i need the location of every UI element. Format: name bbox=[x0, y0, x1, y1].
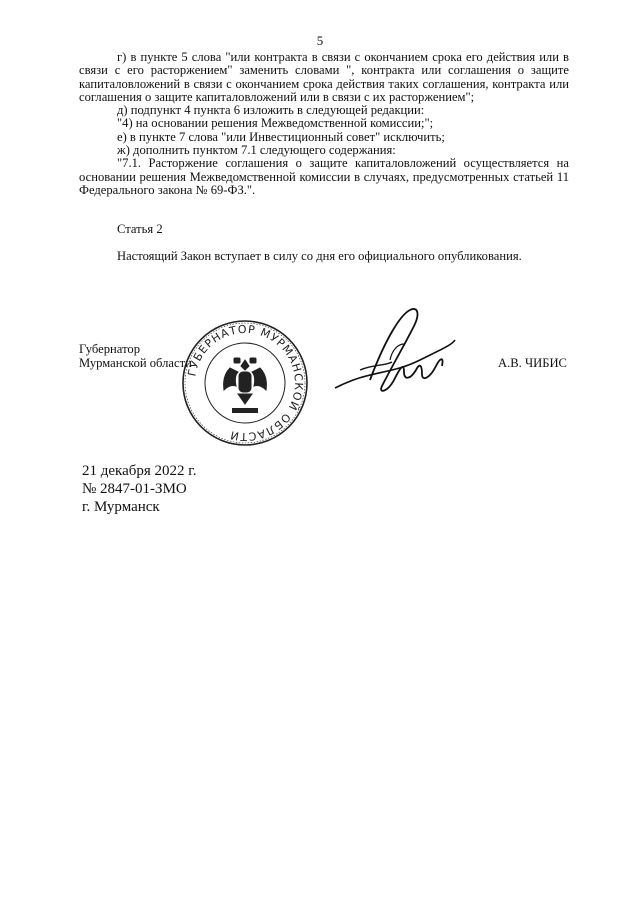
position-line-2: Мурманской области bbox=[79, 356, 192, 370]
official-seal-icon bbox=[180, 318, 310, 448]
paragraph-zh: ж) дополнить пунктом 7.1 следующего содержания: bbox=[117, 143, 396, 158]
paragraph-e: е) в пункте 7 слова "или Инвестиционный совет" исключить; bbox=[117, 129, 445, 144]
document-meta bbox=[82, 462, 197, 516]
article-text: Настоящий Закон вступает в силу со дня его официального опубликования. bbox=[117, 248, 522, 263]
signatory-position bbox=[79, 342, 192, 370]
svg-text:ГУБЕРНАТОР МУРМАНСКОЙ ОБЛАСТИ: ГУБЕРНАТОР МУРМАНСКОЙ ОБЛАСТИ bbox=[185, 322, 306, 444]
page-number: 5 bbox=[316, 33, 324, 48]
position-line-1: Губернатор bbox=[79, 342, 140, 356]
paragraph-d: д) подпункт 4 пункта 6 изложить в следующей редакции: bbox=[117, 103, 425, 118]
paragraph-zh-text: "7.1. Расторжение соглашения о защите капиталовложений осуществляется на основании решения Межведомственной комиссии в случаях, предусмотренных статьей 11 Федерального закона № 69-ФЗ.". bbox=[79, 156, 569, 197]
paragraph-g: г) в пункте 5 слова "или контракта в связи с окончанием срока его действия или в связи с его расторжением" заменить словами ", контракта или соглашения о защите капиталовложений в связи с окончанием срока действия таких соглашения, контракта или соглашения о защите капиталовложений или в связи с их расторжением"; bbox=[79, 50, 569, 104]
document-date: 21 декабря 2022 г. bbox=[82, 463, 197, 479]
article-heading: Статья 2 bbox=[117, 222, 163, 237]
paragraph-d-text: "4) на основании решения Межведомственной комиссии;"; bbox=[117, 116, 434, 131]
document-city: г. Мурманск bbox=[82, 499, 160, 515]
document-body bbox=[79, 51, 569, 263]
document-number: № 2847-01-ЗМО bbox=[82, 481, 187, 497]
signature-icon bbox=[330, 300, 460, 410]
signatory-name: А.В. ЧИБИС bbox=[498, 356, 567, 370]
